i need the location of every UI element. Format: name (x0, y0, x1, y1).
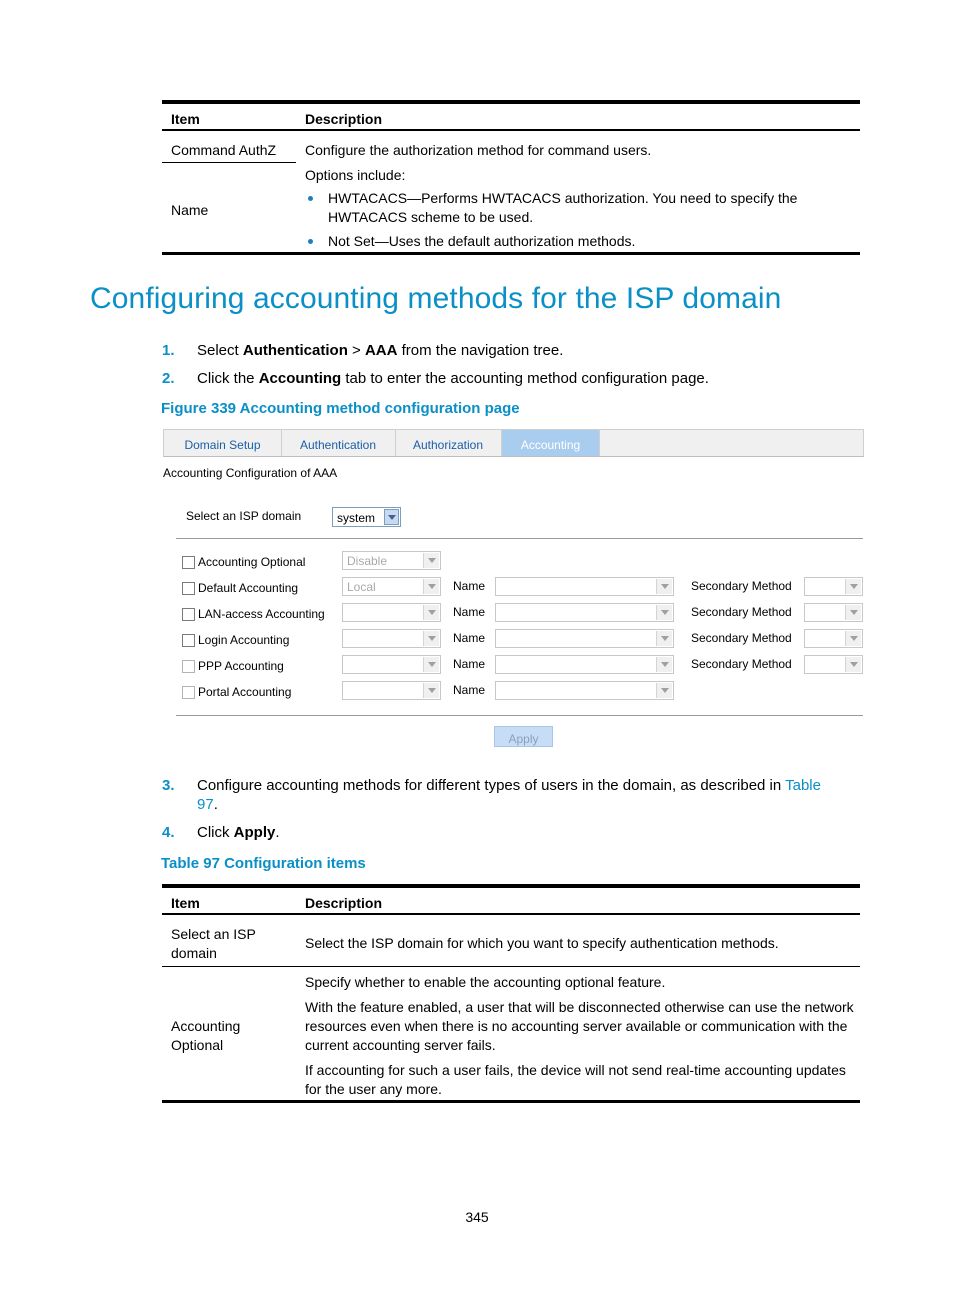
default-accounting-checkbox[interactable] (182, 582, 195, 595)
page-number: 345 (465, 1209, 489, 1225)
step-text: Select (197, 342, 243, 359)
chevron-down-icon (423, 605, 439, 620)
description-paragraph: Specify whether to enable the accounting optional feature. (305, 974, 666, 990)
chevron-down-icon (423, 631, 439, 646)
tab-authentication[interactable]: Authentication (281, 430, 396, 456)
table-header (162, 104, 860, 131)
name-label: Name (453, 657, 486, 671)
login-accounting-secondary-select[interactable] (804, 629, 863, 648)
step-number: 2. (162, 370, 175, 387)
list-item (305, 232, 855, 251)
description-line: resources even when there is no accounting server available or communication with the (305, 1018, 848, 1034)
apply-button[interactable]: Apply (494, 726, 553, 747)
step-bold: Accounting (258, 370, 342, 387)
row-item: Command AuthZ (171, 142, 277, 158)
header-description: Description (305, 111, 383, 127)
row-divider (162, 966, 860, 967)
select-value: Disable (347, 554, 388, 568)
step-bold: Apply (233, 824, 276, 841)
list-item (305, 189, 855, 227)
step-number: 3. (162, 777, 175, 794)
item-text: Select an ISP (171, 926, 256, 942)
lan-access-accounting-label: LAN-access Accounting (198, 607, 325, 621)
option-text: Not Set—Uses the default authorization methods. (328, 233, 636, 249)
option-text: HWTACACS scheme to be used. (328, 209, 534, 225)
lan-access-accounting-select[interactable] (342, 603, 441, 622)
step-number: 4. (162, 824, 175, 841)
portal-accounting-name-select[interactable] (495, 681, 674, 700)
table-header (162, 888, 860, 915)
accounting-optional-checkbox[interactable] (182, 556, 195, 569)
login-accounting-checkbox[interactable] (182, 634, 195, 647)
isp-domain-label: Select an ISP domain (186, 509, 302, 523)
step-number: 1. (162, 342, 175, 359)
portal-accounting-label: Portal Accounting (198, 685, 292, 699)
description-line: current accounting server fails. (305, 1037, 496, 1053)
divider (176, 715, 863, 716)
description-line: If accounting for such a user fails, the device will not send real-time accounting updates (305, 1062, 846, 1078)
chevron-down-icon (845, 631, 861, 646)
item-text: Accounting (171, 1018, 241, 1034)
figure-caption: Figure 339 Accounting method configuration page (161, 400, 520, 417)
chevron-down-icon (845, 605, 861, 620)
step-text: > (347, 342, 365, 359)
step-4 (162, 824, 280, 841)
description-paragraph (305, 1061, 857, 1099)
step-text: Click the (197, 370, 259, 387)
description-line: for the user any more. (305, 1081, 442, 1097)
row-divider (162, 162, 296, 163)
ppp-accounting-label: PPP Accounting (198, 659, 284, 673)
description-line: With the feature enabled, a user that will be disconnected otherwise can use the network (305, 999, 854, 1015)
authorization-table (162, 100, 860, 255)
step-text: Configure accounting methods for different types of users in the domain, as described in (197, 777, 786, 794)
item-text: domain (171, 945, 217, 961)
default-accounting-label: Default Accounting (198, 581, 299, 595)
chevron-down-icon (656, 657, 672, 672)
chevron-down-icon (384, 509, 399, 525)
ppp-accounting-name-select[interactable] (495, 655, 674, 674)
row-description: Select the ISP domain for which you want to specify authentication methods. (305, 935, 779, 951)
table-link[interactable]: Table (785, 777, 821, 794)
name-label: Name (453, 605, 486, 619)
portal-accounting-select[interactable] (342, 681, 441, 700)
step-text: from the navigation tree. (397, 342, 564, 359)
item-text: Optional (171, 1037, 224, 1053)
step-1 (162, 342, 563, 359)
chevron-down-icon (656, 605, 672, 620)
login-accounting-select[interactable] (342, 629, 441, 648)
default-accounting-name-select[interactable] (495, 577, 674, 596)
ppp-accounting-select[interactable] (342, 655, 441, 674)
default-accounting-secondary-select[interactable] (804, 577, 863, 596)
row-item (171, 925, 256, 963)
name-label: Name (453, 579, 486, 593)
login-accounting-name-select[interactable] (495, 629, 674, 648)
option-text: HWTACACS—Performs HWTACACS authorization. You need to specify the (328, 190, 798, 206)
row-description: Configure the authorization method for command users. (305, 142, 652, 158)
lan-access-accounting-secondary-select[interactable] (804, 603, 863, 622)
chevron-down-icon (423, 683, 439, 698)
isp-domain-value: system (337, 511, 376, 525)
name-label: Name (453, 631, 486, 645)
step-text: Click (197, 824, 234, 841)
chevron-down-icon (656, 579, 672, 594)
chevron-down-icon (845, 579, 861, 594)
chevron-down-icon (423, 579, 439, 594)
step-3-continued (197, 796, 218, 813)
secondary-method-label: Secondary Method (691, 579, 792, 593)
options-list (305, 189, 855, 251)
step-text: . (275, 824, 280, 841)
chevron-down-icon (423, 657, 439, 672)
tab-authorization[interactable]: Authorization (395, 430, 502, 456)
default-accounting-select[interactable] (342, 577, 441, 596)
row-item: Name (171, 202, 209, 218)
row-description (305, 166, 855, 251)
lan-access-accounting-name-select[interactable] (495, 603, 674, 622)
secondary-method-label: Secondary Method (691, 631, 792, 645)
portal-accounting-checkbox[interactable] (182, 686, 195, 699)
options-intro: Options include: (305, 167, 406, 183)
step-bold: Authentication (242, 342, 348, 359)
table-link[interactable]: 97 (197, 796, 214, 813)
table-caption: Table 97 Configuration items (161, 855, 366, 872)
accounting-optional-label: Accounting Optional (198, 555, 306, 569)
chevron-down-icon (845, 657, 861, 672)
tab-accounting[interactable]: Accounting (502, 430, 600, 456)
header-item: Item (171, 111, 200, 127)
name-label: Name (453, 683, 486, 697)
ppp-accounting-checkbox[interactable] (182, 660, 195, 673)
step-3 (162, 775, 862, 796)
header-item: Item (171, 895, 200, 911)
login-accounting-label: Login Accounting (198, 633, 290, 647)
lan-access-accounting-checkbox[interactable] (182, 608, 195, 621)
header-description: Description (305, 895, 383, 911)
chevron-down-icon (656, 631, 672, 646)
section-title: Accounting Configuration of AAA (163, 466, 338, 480)
description-paragraph (305, 998, 857, 1055)
row-description (305, 973, 857, 1099)
divider (176, 538, 863, 539)
section-heading: Configuring accounting methods for the ISP domain (90, 282, 782, 315)
accounting-optional-select[interactable] (342, 551, 441, 570)
secondary-method-label: Secondary Method (691, 605, 792, 619)
tab-domain-setup[interactable]: Domain Setup (164, 430, 282, 456)
isp-domain-select[interactable] (332, 507, 401, 527)
chevron-down-icon (656, 683, 672, 698)
secondary-method-label: Secondary Method (691, 657, 792, 671)
step-2 (162, 370, 709, 387)
select-value: Local (347, 580, 376, 594)
row-item (171, 1017, 240, 1055)
tab-bar (163, 429, 864, 457)
configuration-items-table (162, 884, 860, 1103)
step-text: . (213, 796, 218, 813)
step-bold: AAA (364, 342, 398, 359)
ppp-accounting-secondary-select[interactable] (804, 655, 863, 674)
step-text: tab to enter the accounting method configuration page. (341, 370, 709, 387)
chevron-down-icon (423, 553, 439, 568)
